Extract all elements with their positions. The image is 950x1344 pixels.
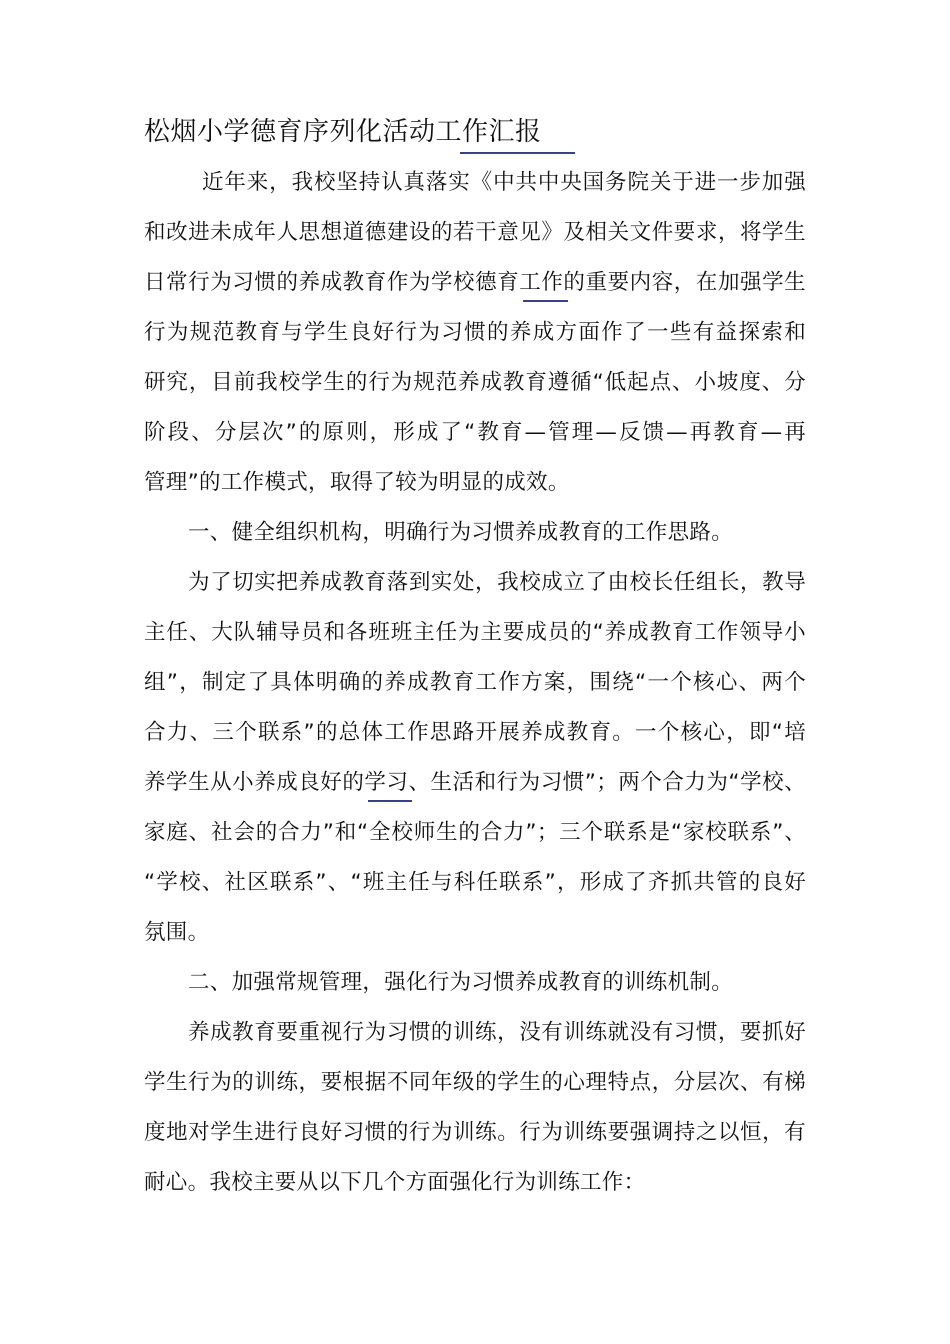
body-line: 家庭、社会的合力”和“全校师生的合力”；三个联系是“家校联系”、 [144,820,806,845]
body-line: 阶段、分层次”的原则，形成了“教育—管理—反馈—再教育—再 [144,420,806,445]
body-line: 合力、三个联系”的总体工作思路开展养成教育。一个核心，即“培 [144,720,806,745]
body-line: 养学生从小养成良好的学习、生活和行为习惯”；两个合力为“学校、 [144,770,806,795]
body-line: 组”，制定了具体明确的养成教育工作方案，围绕“一个核心、两个 [144,670,806,695]
body-line: 度地对学生进行良好习惯的行为训练。行为训练要强调持之以恒，有 [144,1120,806,1145]
text-underline-mark [523,300,568,302]
section-heading: 一、健全组织机构，明确行为习惯养成教育的工作思路。 [188,520,734,545]
body-line: 行为规范教育与学生良好行为习惯的养成方面作了一些有益探索和 [144,320,806,345]
body-line: 为了切实把养成教育落到实处，我校成立了由校长任组长，教导 [188,570,806,595]
title-underline-mark [460,152,575,154]
body-line: 氛围。 [144,920,210,945]
document-title: 松烟小学德育序列化活动工作汇报 [144,117,542,147]
body-line: 学生行为的训练，要根据不同年级的学生的心理特点，分层次、有梯 [144,1070,806,1095]
body-line: 养成教育要重视行为习惯的训练，没有训练就没有习惯，要抓好 [188,1020,806,1045]
body-line: 耐心。我校主要从以下几个方面强化行为训练工作： [144,1170,646,1195]
body-line: 研究，目前我校学生的行为规范养成教育遵循“低起点、小坡度、分 [144,370,806,395]
text-underline-mark [368,800,412,802]
body-line: 主任、大队辅导员和各班班主任为主要成员的“养成教育工作领导小 [144,620,806,645]
section-heading: 二、加强常规管理，强化行为习惯养成教育的训练机制。 [188,970,734,995]
body-line: “学校、社区联系”、“班主任与科任联系”，形成了齐抓共管的良好 [144,870,806,895]
body-line: 近年来，我校坚持认真落实《中共中央国务院关于进一步加强 [202,170,806,195]
body-line: 管理”的工作模式，取得了较为明显的成效。 [144,470,570,495]
body-line: 和改进未成年人思想道德建设的若干意见》及相关文件要求，将学生 [144,220,806,245]
body-line: 日常行为习惯的养成教育作为学校德育工作的重要内容，在加强学生 [144,270,806,295]
